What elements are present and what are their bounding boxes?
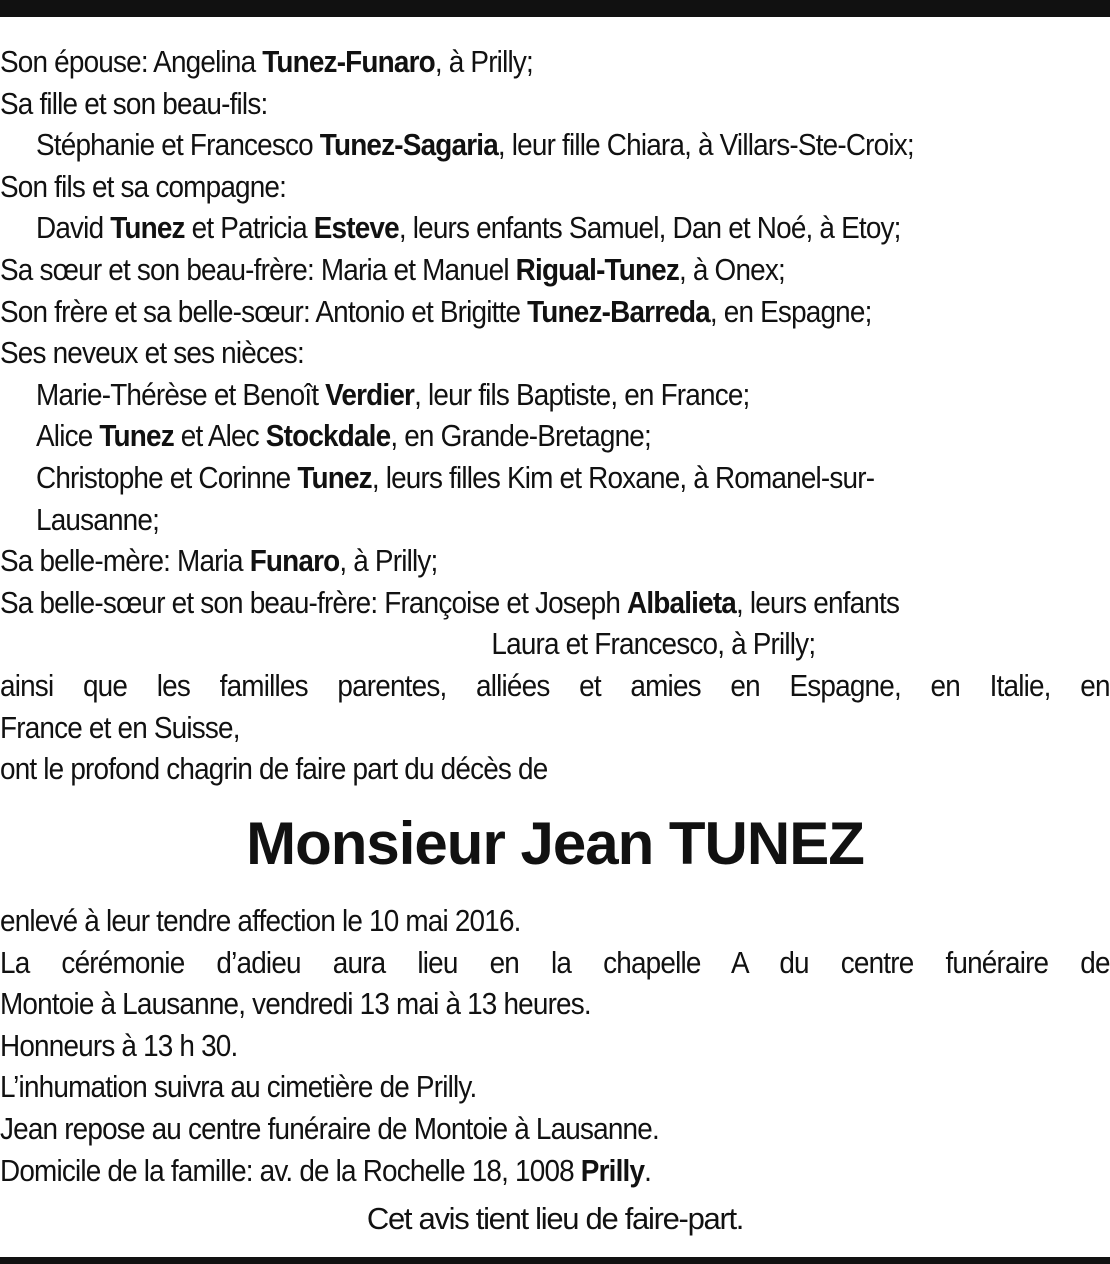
surname: Tunez <box>110 210 185 246</box>
line-families: ainsi que les familles parentes, alliées et amies en Espagne, en Italie, en <box>0 667 1110 703</box>
line-sister: Sa sœur et son beau-frère: Maria et Manuel Rigual-Tunez, à Onex; <box>0 251 785 287</box>
line-son-heading: Son fils et sa compagne: <box>0 168 287 204</box>
surname: Tunez <box>99 418 174 454</box>
line-nephew-3: Christophe et Corinne Tunez, leurs filles Kim et Roxane, à Romanel-sur- <box>36 459 875 495</box>
line-son: David Tunez et Patricia Esteve, leurs enfants Samuel, Dan et Noé, à Etoy; <box>36 210 901 246</box>
top-rule <box>0 0 1110 17</box>
line-brother: Son frère et sa belle-sœur: Antonio et Brigitte Tunez-Barreda, en Espagne; <box>0 293 872 329</box>
surname: Verdier <box>325 376 415 412</box>
line-families-cont: France et en Suisse, <box>0 709 240 745</box>
line-announcement: ont le profond chagrin de faire part du décès de <box>0 751 548 787</box>
surname: Tunez-Sagaria <box>319 127 498 163</box>
bottom-rule <box>0 1257 1110 1264</box>
deceased-name: Monsieur Jean TUNEZ <box>246 810 864 877</box>
line-ceremony: La cérémonie d’adieu aura lieu en la chapelle A du centre funéraire de <box>0 944 1110 980</box>
surname: Rigual-Tunez <box>515 251 680 287</box>
line-honours: Honneurs à 13 h 30. <box>0 1027 238 1063</box>
surname: Esteve <box>313 210 399 246</box>
surname: Tunez <box>297 459 372 495</box>
line-date: enlevé à leur tendre affection le 10 mai 2016. <box>0 903 521 938</box>
surname: Tunez-Funaro <box>262 44 435 79</box>
line-nephews-heading: Ses neveux et ses nièces: <box>0 335 304 371</box>
line-sister-in-law: Sa belle-sœur et son beau-frère: Françoise et Joseph Albalieta, leurs enfants <box>0 584 900 620</box>
closing-note: Cet avis tient lieu de faire-part. <box>366 1201 744 1236</box>
line-spouse: Son épouse: Angelina Tunez-Funaro, à Prilly; <box>0 44 533 79</box>
line-nephew-1: Marie-Thérèse et Benoît Verdier, leur fils Baptiste, en France; <box>36 376 750 412</box>
line-nephew-2: Alice Tunez et Alec Stockdale, en Grande-Bretagne; <box>36 418 651 454</box>
line-daughter-heading: Sa fille et son beau-fils: <box>0 85 268 121</box>
line-nephew-3-cont: Lausanne; <box>36 501 160 537</box>
line-burial: L’inhumation suivra au cimetière de Prilly. <box>0 1069 477 1105</box>
surname: Tunez-Barreda <box>527 293 710 329</box>
line-mother-in-law: Sa belle-mère: Maria Funaro, à Prilly; <box>0 543 438 579</box>
town: Prilly <box>580 1152 645 1188</box>
family-list <box>0 41 1110 790</box>
ceremony-details <box>0 900 1110 1191</box>
surname: Stockdale <box>265 418 391 454</box>
line-daughter: Stéphanie et Francesco Tunez-Sagaria, leur fille Chiara, à Villars-Ste-Croix; <box>36 127 914 163</box>
line-address: Domicile de la famille: av. de la Rochelle 18, 1008 Prilly. <box>0 1152 652 1188</box>
surname: Funaro <box>249 543 340 579</box>
line-sister-in-law-cont: Laura et Francesco, à Prilly; <box>491 626 816 662</box>
line-rest: Jean repose au centre funéraire de Montoie à Lausanne. <box>0 1110 659 1146</box>
surname: Albalieta <box>627 584 737 620</box>
line-ceremony-cont: Montoie à Lausanne, vendredi 13 mai à 13 heures. <box>0 986 591 1022</box>
